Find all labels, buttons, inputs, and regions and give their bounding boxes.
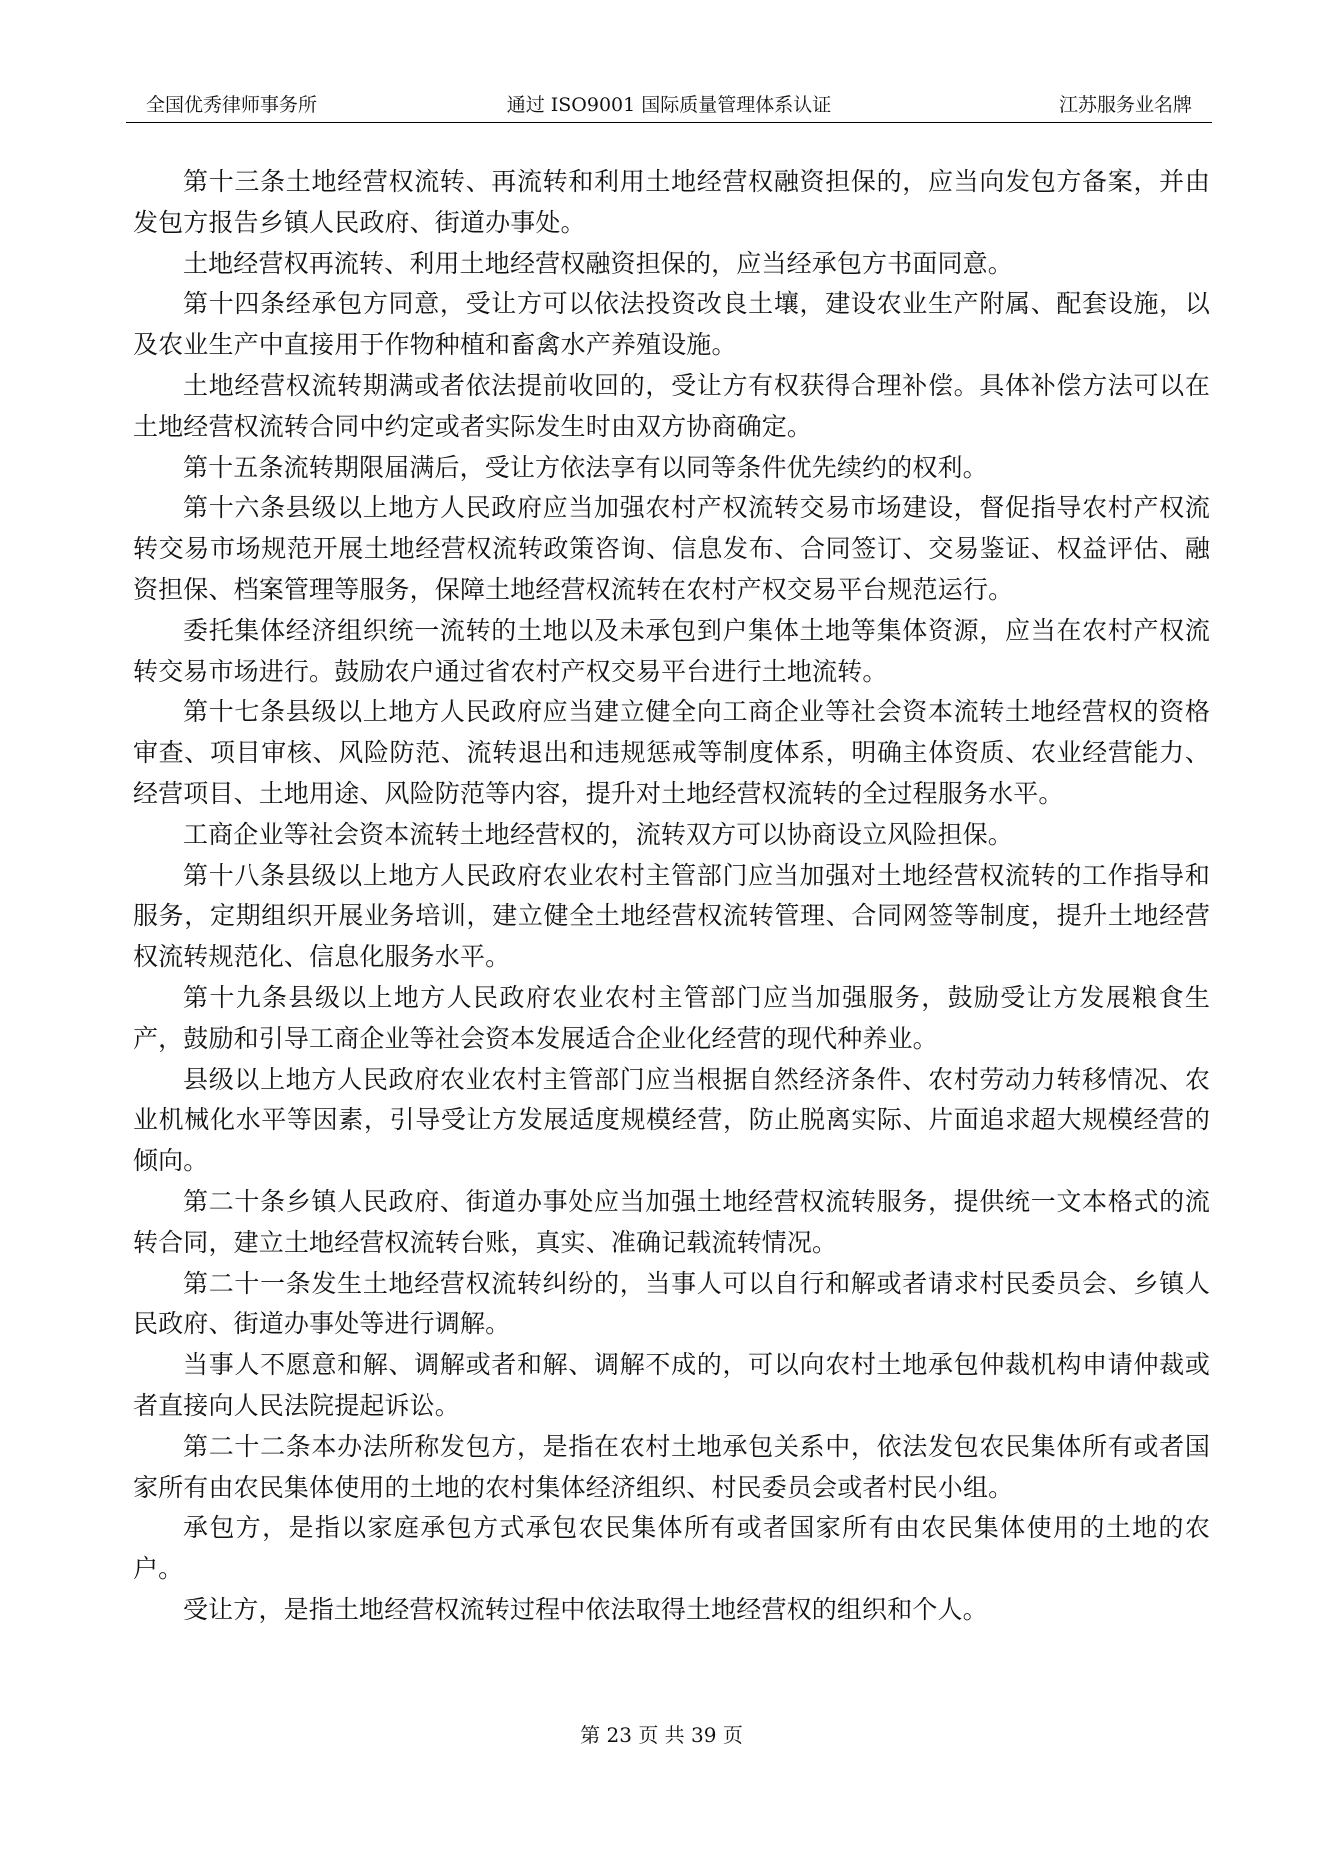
paragraph: 第十三条土地经营权流转、再流转和利用土地经营权融资担保的，应当向发包方备案，并由发包方报告乡镇人民政府、街道办事处。 [133, 167, 1210, 237]
paragraph: 受让方，是指土地经营权流转过程中依法取得土地经营权的组织和个人。 [183, 1594, 988, 1624]
paragraph: 第二十条乡镇人民政府、街道办事处应当加强土地经营权流转服务，提供统一文本格式的流转合同，建立土地经营权流转台账，真实、准确记载流转情况。 [133, 1186, 1210, 1257]
paragraph: 第二十二条本办法所称发包方，是指在农村土地承包关系中，依法发包农民集体所有或者国家所有由农民集体使用的土地的农村集体经济组织、村民委员会或者村民小组。 [133, 1431, 1210, 1502]
page-header [126, 88, 1212, 123]
paragraph: 第二十一条发生土地经营权流转纠纷的，当事人可以自行和解或者请求村民委员会、乡镇人民政府、街道办事处等进行调解。 [133, 1268, 1210, 1339]
paragraph: 县级以上地方人民政府农业农村主管部门应当根据自然经济条件、农村劳动力转移情况、农业机械化水平等因素，引导受让方发展适度规模经营，防止脱离实际、片面追求超大规模经营的倾向。 [133, 1064, 1210, 1176]
paragraph: 第十四条经承包方同意，受让方可以依法投资改良土壤，建设农业生产附属、配套设施，以及农业生产中直接用于作物种植和畜禽水产养殖设施。 [133, 289, 1210, 360]
paragraph: 第十七条县级以上地方人民政府应当建立健全向工商企业等社会资本流转土地经营权的资格审查、项目审核、风险防范、流转退出和违规惩戒等制度体系，明确主体资质、农业经营能力、经营项目、土地用途、风险防范等内容，提升对土地经营权流转的全过程服务水平。 [133, 697, 1210, 808]
paragraph: 委托集体经济组织统一流转的土地以及未承包到户集体土地等集体资源，应当在农村产权流转交易市场进行。鼓励农户通过省农村产权交易平台进行土地流转。 [133, 615, 1210, 686]
paragraph: 土地经营权再流转、利用土地经营权融资担保的，应当经承包方书面同意。 [183, 248, 1013, 278]
paragraph: 第十六条县级以上地方人民政府应当加强农村产权流转交易市场建设，督促指导农村产权流转交易市场规范开展土地经营权流转政策咨询、信息发布、合同签订、交易鉴证、权益评估、融资担保、档案管理等服务，保障土地经营权流转在农村产权交易平台规范运行。 [133, 493, 1210, 604]
paragraph: 当事人不愿意和解、调解或者和解、调解不成的，可以向农村土地承包仲裁机构申请仲裁或者直接向人民法院提起诉讼。 [133, 1350, 1210, 1420]
header-brand: 江苏服务业名牌 [1058, 94, 1192, 116]
document-body [133, 162, 1210, 1631]
paragraph: 土地经营权流转期满或者依法提前收回的，受让方有权获得合理补偿。具体补偿方法可以在土地经营权流转合同中约定或者实际发生时由双方协商确定。 [133, 370, 1210, 441]
paragraph: 第十八条县级以上地方人民政府农业农村主管部门应当加强对土地经营权流转的工作指导和服务，定期组织开展业务培训，建立健全土地经营权流转管理、合同网签等制度，提升土地经营权流转规范化、信息化服务水平。 [133, 860, 1210, 972]
paragraph: 工商企业等社会资本流转土地经营权的，流转双方可以协商设立风险担保。 [183, 819, 1013, 849]
page-footer [0, 1722, 1323, 1748]
header-firm-honor: 全国优秀律师事务所 [146, 94, 318, 116]
page-number: 第 23 页 共 39 页 [580, 1723, 743, 1747]
paragraph: 第十九条县级以上地方人民政府农业农村主管部门应当加强服务，鼓励受让方发展粮食生产，鼓励和引导工商企业等社会资本发展适合企业化经营的现代种养业。 [133, 982, 1210, 1053]
paragraph: 承包方，是指以家庭承包方式承包农民集体所有或者国家所有由农民集体使用的土地的农户。 [133, 1513, 1210, 1584]
header-certification: 通过 ISO9001 国际质量管理体系认证 [506, 94, 832, 116]
paragraph: 第十五条流转期限届满后，受让方依法享有以同等条件优先续约的权利。 [183, 452, 988, 482]
